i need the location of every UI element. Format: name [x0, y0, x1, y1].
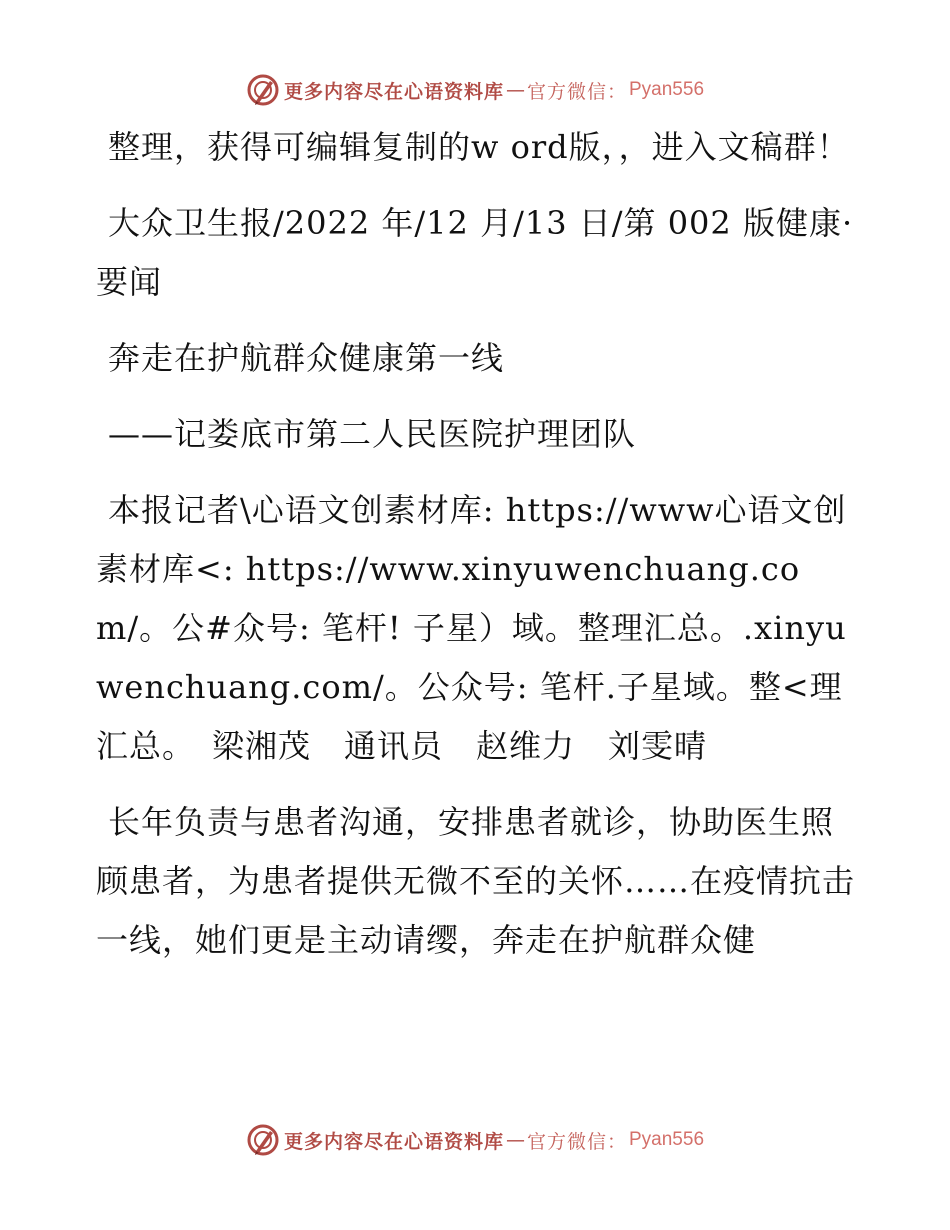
byline-paragraph: 本报记者\心语文创素材库: https://www心语文创素材库<: https://www.xinyuwenchuang.com/。公#众号: 笔杆! 子星）域。整理汇总。.xinyuwenchuang.com/。公众号: 笔杆.子星域。整<理汇总。 梁湘茂 通讯员 赵维力 刘雯晴 [96, 491, 847, 765]
lead-paragraph: 长年负责与患者沟通，安排患者就诊，协助医生照顾患者，为患者提供无微不至的关怀……在疫情抗击一线，她们更是主动请缨，奔走在护航群众健 [96, 803, 856, 959]
header-wechat-id: Pyan556 [629, 79, 705, 100]
header-dash: — [505, 79, 525, 101]
header-brand-text: 更多内容尽在心语资料库 [283, 80, 504, 103]
document-body [96, 118, 856, 987]
footer-wechat-id: Pyan556 [629, 1129, 705, 1150]
intro-paragraph: 整理，获得可编辑复制的w ord版，，进入文稿群！ [108, 128, 850, 166]
page-footer-watermark [0, 1120, 950, 1160]
page-header-watermark [0, 70, 950, 110]
source-line: 大众卫生报/2022 年/12 月/13 日/第 002 版健康· 要闻 [96, 204, 854, 301]
footer-brand-text: 更多内容尽在心语资料库 [283, 1130, 504, 1153]
footer-dash: — [505, 1129, 525, 1151]
header-wechat-label: 官方微信： [526, 80, 627, 103]
footer-wechat-label: 官方微信： [526, 1130, 627, 1153]
article-subtitle: ——记娄底市第二人民医院护理团队 [108, 415, 637, 453]
article-title: 奔走在护航群众健康第一线 [108, 339, 505, 377]
brand-logo-icon [246, 1123, 280, 1157]
brand-logo-icon [246, 73, 280, 107]
